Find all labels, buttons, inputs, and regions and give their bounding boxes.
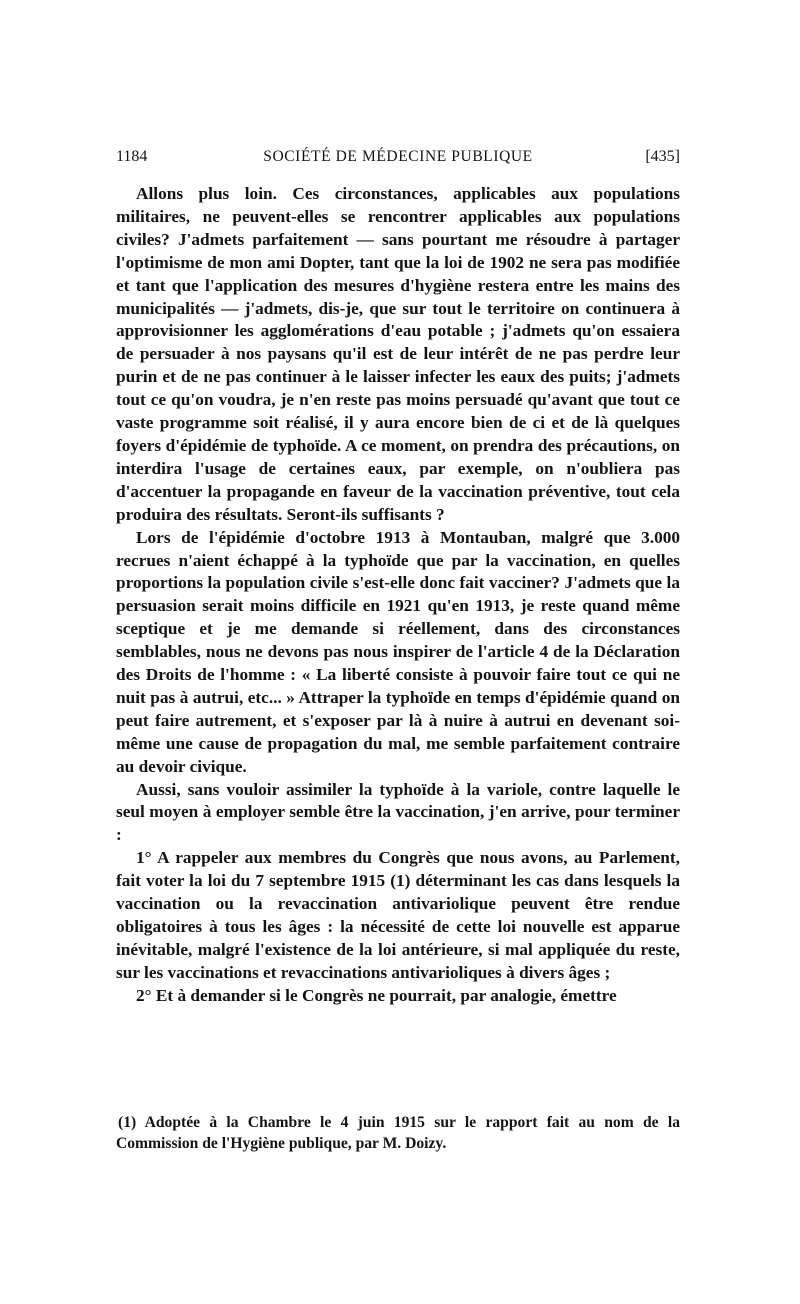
page-header xyxy=(116,146,680,168)
running-title: SOCIÉTÉ DE MÉDECINE PUBLIQUE xyxy=(263,148,533,165)
page-reference: [435] xyxy=(645,148,680,165)
footnote-text: (1) Adoptée à la Chambre le 4 juin 1915 sur le rapport fait au nom de la Commission de l'Hygiène publique, par M. Doizy. xyxy=(116,1114,680,1152)
paragraph: Lors de l'épidémie d'octobre 1913 à Montauban, malgré que 3.000 recrues n'aient échappé à la typhoïde que par la vaccination, en quelles proportions la population civile s'est-elle donc fait vacciner? J'admets que la persuasion serait moins difficile en 1921 qu'en 1913, je reste quand même sceptique et je me demande si réellement, dans des circonstances semblables, nous ne devons pas nous inspirer de l'article 4 de la Déclaration des Droits de l'homme : « La liberté consiste à pouvoir faire tout ce qui ne nuit pas à autrui, etc... » Attraper la typhoïde en temps d'épidémie quand on peut faire autrement, et s'exposer par là à nuire à autrui en devenant soi-même une cause de propagation du mal, me semble parfaitement contraire au devoir civique. xyxy=(116,527,680,776)
page-number: 1184 xyxy=(116,148,148,165)
body-text xyxy=(116,183,680,1008)
paragraph: Aussi, sans vouloir assimiler la typhoïde à la variole, contre laquelle le seul moyen à employer semble être la vaccination, j'en arrive, pour terminer : xyxy=(116,779,680,845)
paragraph: 2° Et à demander si le Congrès ne pourrait, par analogie, émettre xyxy=(136,985,617,1005)
paragraph: 1° A rappeler aux membres du Congrès que nous avons, au Parlement, fait voter la loi du 7 septembre 1915 (1) déterminant les cas dans lesquels la vaccination ou la revaccination antivariolique peuvent être rendue obligatoires à tous les âges : la nécessité de cette loi nouvelle est apparue inévitable, malgré l'existence de la loi antérieure, si mal appliquée du reste, sur les vaccinations et revaccinations antivarioliques à divers âges ; xyxy=(116,848,680,982)
paragraph: Allons plus loin. Ces circonstances, applicables aux populations militaires, ne peuvent-elles se rencontrer applicables aux populations civiles? J'admets parfaitement — sans pourtant me résoudre à partager l'optimisme de mon ami Dopter, tant que la loi de 1902 ne sera pas modifiée et tant que l'application des mesures d'hygiène restera entre les mains des municipalités — j'admets, dis-je, que sur tout le territoire on continuera à approvisionner les agglomérations d'eau potable ; j'admets qu'on essaiera de persuader à nos paysans qu'il est de leur intérêt de ne pas perdre leur purin et de ne pas continuer à le laisser infecter les eaux des puits; j'admets tout ce qu'on voudra, je n'en reste pas moins persuadé qu'avant que tout ce vaste programme soit réalisé, il y aura encore bien de ci et de là quelques foyers d'épidémie de typhoïde. A ce moment, on prendra des précautions, on interdira l'usage de certaines eaux, par exemple, on n'oubliera pas d'accentuer la propagande en faveur de la vaccination préventive, tout cela produira des résultats. Seront-ils suffisants ? xyxy=(116,184,680,524)
footnote xyxy=(116,1112,680,1154)
